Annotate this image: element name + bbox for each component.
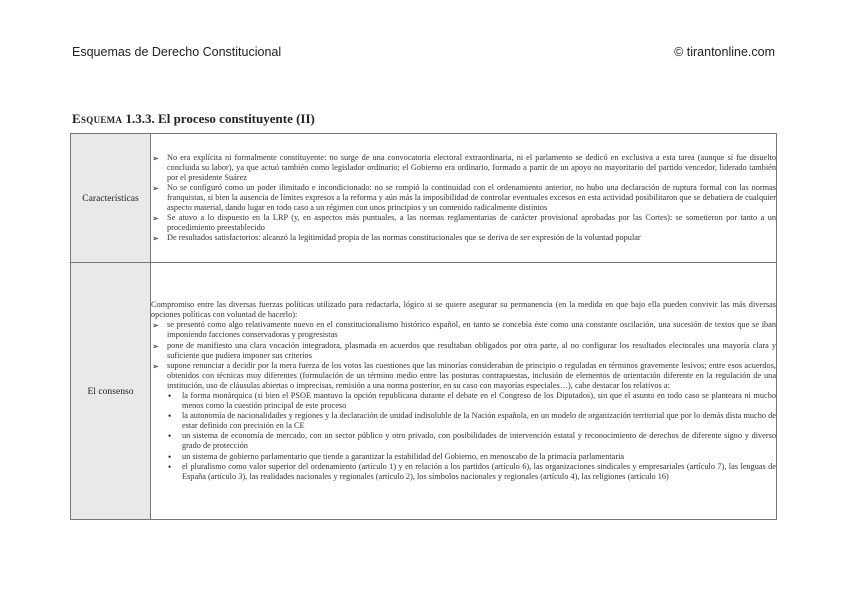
row-consenso	[71, 263, 777, 520]
consenso-list	[151, 320, 776, 391]
list-item-text: No era explícita ni formalmente constituyente: no surge de una convocatoria electoral extraordinaria, ni el parlamento se dedicó en exclusiva a esta tarea (aunque sí fue disuelto concluida su labor), ya que actuó también como legislador ordinario; el Gobierno era ordinario, formado a partir de un apoyo no mayoritario del partido vencedor, liderado también por el presidente Suárez	[167, 152, 776, 182]
list-item-text: pone de manifiesto una clara vocación integradora, plasmada en acuerdos que resultaban obligados por otra parte, al no configurar los resultados electorales una mayoría clara y suficiente que pudiera imponer sus criterios	[167, 340, 776, 360]
dot-bullet-icon: •	[168, 461, 172, 472]
arrow-bullet-icon: ➢	[152, 152, 160, 163]
sublist-item	[167, 452, 776, 462]
row-content-consenso	[151, 263, 777, 520]
dot-bullet-icon: •	[168, 391, 172, 401]
arrow-bullet-icon: ➢	[152, 340, 160, 351]
arrow-bullet-icon: ➢	[152, 233, 160, 244]
row-caracteristicas	[71, 134, 777, 263]
sublist-item-text: el pluralismo como valor superior del ordenamiento (artículo 1) y en relación a los partidos (artículo 6), las organizaciones sindicales y empresariales (artículo 7), las lenguas de España (artículo 3), las realidades nacionales y regionales (artículo 2), los símbolos nacionales y regionales (artículo 4), las religiones (artículo 16)	[182, 461, 776, 481]
sublist-item-text: un sistema de gobierno parlamentario que tiende a garantizar la estabilidad del Gobierno, en menoscabo de la primacía parlamentaria	[182, 451, 625, 461]
scheme-table	[70, 133, 777, 520]
sublist-item-text: un sistema de economía de mercado, con un sector público y otro privado, con posibilidades de intervención estatal y reconocimiento de derechos de diferente signo y diverso grado de protección	[182, 431, 776, 451]
sublist-item-text: la forma monárquica (si bien el PSOE mantuvo la opción republicana durante el debate en el Congreso de los Diputados), sin que el asunto en todo caso se planteara ni mucho menos como la cuestión principal de este proceso	[182, 391, 776, 411]
list-item	[151, 213, 776, 233]
list-item-text: No se configuró como un poder ilimitado e incondicionado: no se rompió la continuidad con el ordenamiento anterior, no hubo una declaración de ruptura formal con las normas franquistas, si bien la ausencia de límites expresos a la reforma y aún más la imposibilidad de controlar eventuales excesos en esta actividad posibilitaron que se debatiera de cualquier aspecto material, dando lugar en todo caso a un régimen con unos principios y un contenido radicalmente distintos	[167, 182, 776, 213]
arrow-bullet-icon: ➢	[152, 320, 160, 331]
list-item	[151, 233, 776, 243]
sublist-item-text: la autonomía de nacionalidades y regiones y la declaración de unidad indisoluble de la Nación española, en un modelo de organización territorial que por lo demás dista mucho de estar definido con precisión en la CE	[182, 411, 776, 431]
arrow-bullet-icon: ➢	[152, 213, 160, 224]
list-item-text: supone renunciar a decidir por la mera fuerza de los votos las cuestiones que las minorías consideraban de principio o reguladas en términos gravemente lesivos; entre esos acuerdos, obtenidos con técnicas muy diferentes (formulación de un término medio entre las posturas contrapuestas, inclusión de elementos de orientación diferente en la regulación de una institución, uso de cláusulas abiertas o imprecisas, remisión a una norma posterior, en su caso con mayorías especiales…), cabe destacar los relativos a:	[167, 360, 776, 390]
scheme-title-text: 1.3.3. El proceso constituyente (II)	[122, 111, 315, 126]
list-item-text: Se atuvo a lo dispuesto en la LRP (y, en aspectos más puntuales, a las normas reglamentarias de carácter provisional aprobadas por las Cortes): se sometieron por tanto a un procedimiento preestablecido	[167, 213, 776, 233]
running-header-publisher: © tirantonline.com	[674, 45, 775, 59]
sublist-item	[167, 391, 776, 411]
list-item-text: se presentó como algo relativamente nuevo en el constitucionalismo histórico español, en tanto se concebía éste como una constante oscilación, una sucesión de textos que se iban imponiendo facciones conservadoras y progresistas	[167, 320, 776, 340]
sublist-item	[167, 462, 776, 482]
row-content-caracteristicas	[151, 134, 777, 263]
arrow-bullet-icon: ➢	[152, 360, 160, 371]
consenso-intro: Compromiso entre las diversas fuerzas políticas utilizado para redactarla, lógico si se quiere asegurar su permanencia (en la medida en que bajo ella pueden convivir las más diversas opciones políticas con voluntad de hacerlo):	[151, 300, 776, 320]
sublist-item	[167, 411, 776, 431]
row-label-caracteristicas: Características	[71, 134, 151, 263]
list-item	[151, 320, 776, 340]
arrow-bullet-icon: ➢	[152, 182, 160, 193]
list-item	[151, 341, 776, 361]
scheme-title-prefix: Esquema	[72, 111, 123, 126]
consenso-sublist	[151, 391, 776, 482]
caracteristicas-list	[151, 153, 776, 244]
dot-bullet-icon: •	[168, 431, 172, 442]
running-header-title: Esquemas de Derecho Constitucional	[72, 45, 282, 59]
list-item	[151, 153, 776, 183]
row-label-consenso: El consenso	[71, 263, 151, 520]
dot-bullet-icon: •	[168, 451, 172, 462]
list-item	[151, 361, 776, 391]
dot-bullet-icon: •	[168, 411, 172, 422]
sublist-item	[167, 431, 776, 451]
list-item-text: De resultados satisfactorios: alcanzó la legitimidad propia de las normas constitucionales que se deriva de ser expresión de la voluntad popular	[167, 233, 641, 243]
scheme-title	[72, 111, 315, 127]
list-item	[151, 183, 776, 213]
